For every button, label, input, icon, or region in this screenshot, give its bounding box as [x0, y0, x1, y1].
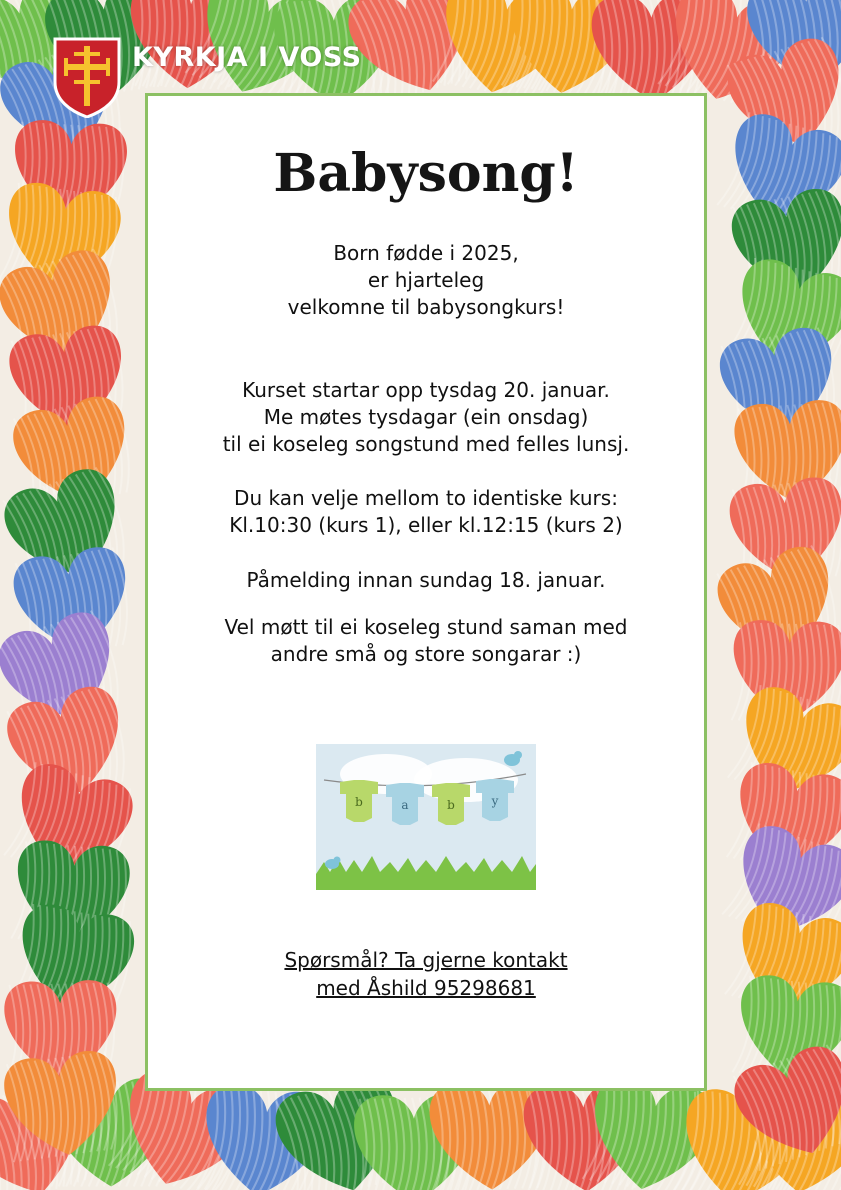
schedule-line: Kurset startar opp tysdag 20. januar.	[242, 378, 610, 402]
onesie-letter: a	[401, 798, 409, 812]
schedule-line: til ei koseleg songstund med felles lunsj.	[222, 432, 630, 456]
deadline-line: Påmelding innan sundag 18. januar.	[246, 568, 606, 592]
church-cross-shield-icon	[52, 36, 122, 118]
onesie-letter: y	[491, 794, 499, 808]
intro-line: er hjarteleg	[367, 268, 485, 292]
intro-line: velkomne til babysongkurs!	[287, 295, 565, 319]
intro-line: Born fødde i 2025,	[333, 241, 519, 265]
poster-panel	[145, 93, 707, 1091]
onesie-letter: b	[355, 795, 363, 809]
welcome-line: andre små og store songarar :)	[270, 642, 582, 666]
options-line: Du kan velje mellom to identiske kurs:	[234, 486, 618, 510]
registration-deadline	[148, 567, 704, 594]
baby-clothesline-illustration	[316, 744, 536, 890]
contact-line: Spørsmål? Ta gjerne kontakt	[284, 948, 568, 972]
poster-title: Babysong!	[273, 143, 579, 204]
welcome-line: Vel møtt til ei koseleg stund saman med	[224, 615, 628, 639]
onesie-letter: b	[447, 798, 455, 812]
course-options-text	[148, 485, 704, 539]
schedule-text	[148, 377, 704, 458]
intro-text	[148, 240, 704, 321]
welcome-text	[148, 614, 704, 668]
schedule-line: Me møtes tysdagar (ein onsdag)	[263, 405, 589, 429]
brand-name: KYRKJA I VOSS	[132, 42, 362, 73]
contact-info	[148, 946, 704, 1002]
contact-line: med Åshild 95298681	[316, 976, 536, 1000]
options-line: Kl.10:30 (kurs 1), eller kl.12:15 (kurs 2)	[229, 513, 623, 537]
